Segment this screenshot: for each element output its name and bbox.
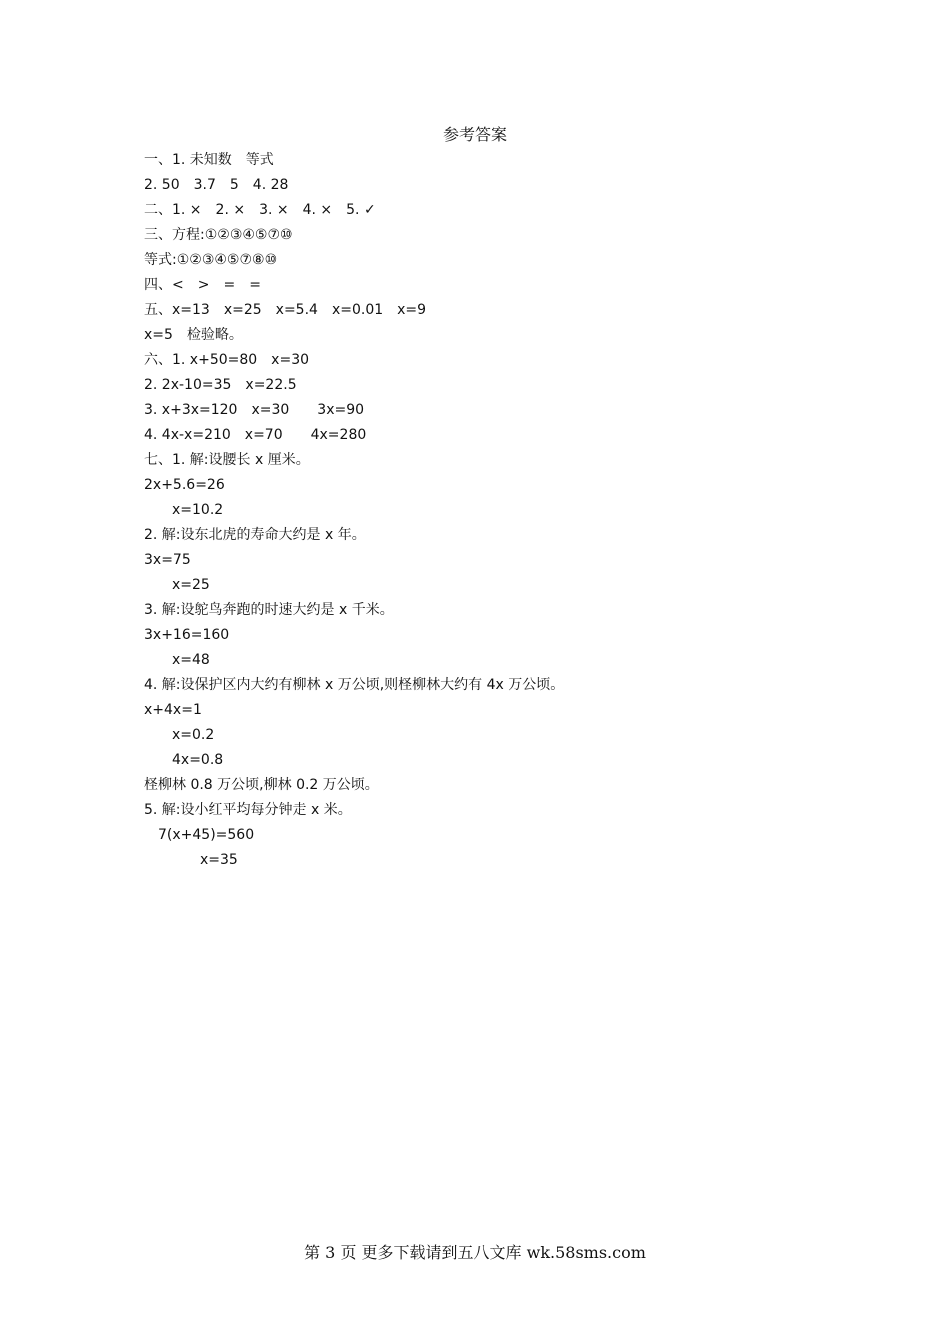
answer-line-10: 2. 2x-10=35 x=22.5: [144, 377, 297, 393]
answer-line-16: 2. 解:设东北虎的寿命大约是 x 年。: [144, 527, 366, 543]
answer-line-25: 4x=0.8: [144, 752, 224, 768]
answer-line-19: 3. 解:设鸵鸟奔跑的时速大约是 x 千米。: [144, 602, 394, 618]
page-title: 参考答案: [442, 125, 507, 144]
answer-line-17: 3x=75: [144, 552, 191, 568]
answer-line-22: 4. 解:设保护区内大约有柳林 x 万公顷,则柽柳林大约有 4x 万公顷。: [144, 677, 565, 693]
answer-line-21: x=48: [144, 652, 210, 668]
answer-line-28: 7(x+45)=560: [144, 827, 255, 843]
answer-line-29: x=35: [144, 852, 238, 868]
answer-line-14: 2x+5.6=26: [144, 477, 225, 493]
answer-line-20: 3x+16=160: [144, 627, 230, 643]
page-footer: 第 3 页 更多下载请到五八文库 wk.58sms.com: [304, 1243, 646, 1262]
answer-line-24: x=0.2: [144, 727, 215, 743]
answer-line-2: 2. 50 3.7 5 4. 28: [144, 177, 289, 193]
answer-line-18: x=25: [144, 577, 210, 593]
answer-line-4: 三、方程:①②③④⑤⑦⑩: [144, 227, 293, 243]
answer-line-13: 七、1. 解:设腰长 x 厘米。: [144, 452, 310, 468]
answer-line-26: 柽柳林 0.8 万公顷,柳林 0.2 万公顷。: [144, 777, 379, 793]
answer-line-12: 4. 4x-x=210 x=70 4x=280: [144, 427, 367, 443]
answer-line-23: x+4x=1: [144, 702, 202, 718]
answer-line-8: x=5 检验略。: [144, 327, 243, 343]
answer-line-11: 3. x+3x=120 x=30 3x=90: [144, 402, 365, 418]
answer-line-7: 五、x=13 x=25 x=5.4 x=0.01 x=9: [144, 302, 427, 318]
answer-line-9: 六、1. x+50=80 x=30: [144, 352, 310, 368]
answer-line-5: 等式:①②③④⑤⑦⑧⑩: [144, 252, 278, 268]
answer-line-27: 5. 解:设小红平均每分钟走 x 米。: [144, 802, 352, 818]
answer-line-3: 二、1. × 2. × 3. × 4. × 5. ✓: [144, 202, 376, 218]
answer-line-6: 四、< > = =: [144, 277, 261, 293]
answer-lines: [144, 150, 844, 875]
answer-line-15: x=10.2: [144, 502, 224, 518]
answer-line-1: 一、1. 未知数 等式: [144, 152, 274, 168]
